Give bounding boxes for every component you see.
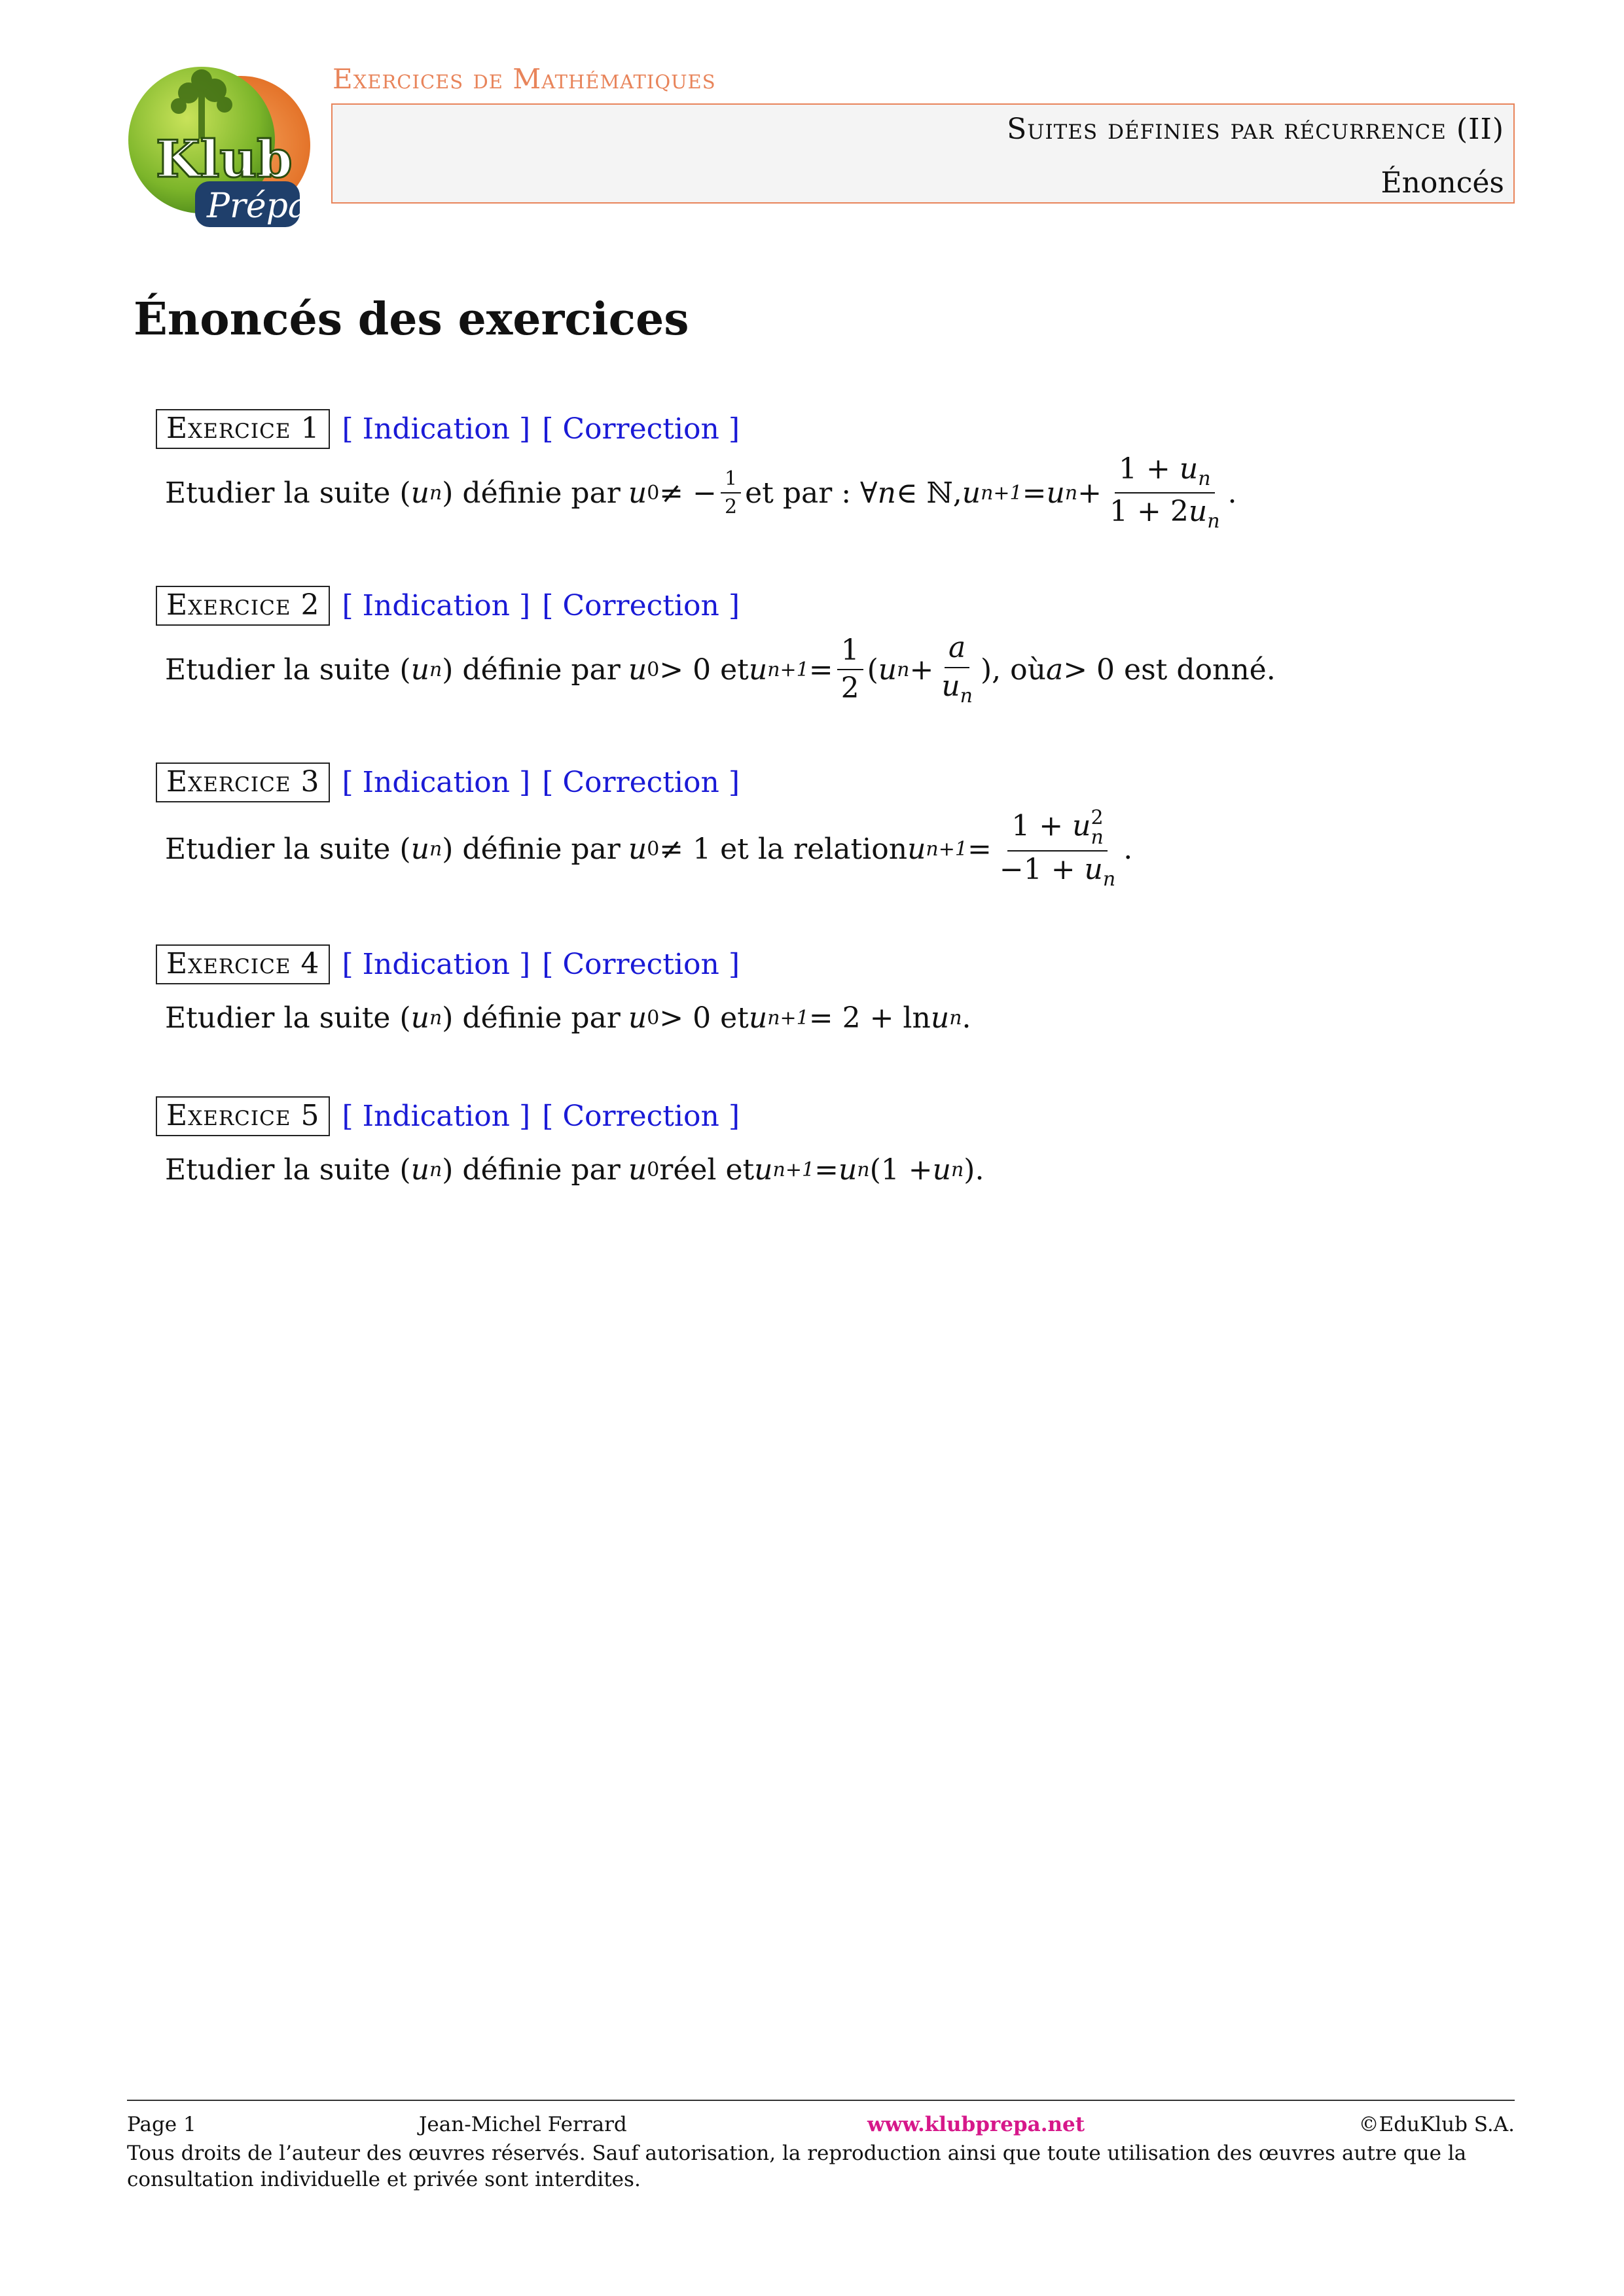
exercise-label: Exercice 4 <box>156 944 330 984</box>
footer-website-link[interactable]: www.klubprepa.net <box>867 2113 1085 2136</box>
header-series-title: Exercices de Mathématiques <box>333 63 716 95</box>
klub-prepa-logo <box>117 60 313 230</box>
correction-link[interactable]: [ Correction ] <box>542 765 740 799</box>
indication-link[interactable]: [ Indication ] <box>342 588 531 622</box>
footer-author: Jean-Michel Ferrard <box>419 2113 627 2136</box>
exercise-label: Exercice 5 <box>156 1096 330 1136</box>
exercise-3-statement: Etudier la suite ( u n ) définie par u 0 ≠ 1 et la relation u n+1 = 1 + u 2 n $-1 + u_n$ . <box>165 806 1133 891</box>
section-title: Énoncés des exercices <box>134 293 689 346</box>
correction-link[interactable]: [ Correction ] <box>542 588 740 622</box>
svg-text:Prépa: Prépa <box>207 187 308 226</box>
exercise-4-header <box>156 942 751 986</box>
svg-text:Klub: Klub <box>156 130 293 189</box>
footer-copyright: ©EduKlub S.A. <box>1358 2113 1515 2136</box>
indication-link[interactable]: [ Indication ] <box>342 1099 531 1133</box>
exercise-5-statement: Etudier la suite ( u n ) définie par u 0 réel et u n+1 = u n (1 + u n ). <box>165 1153 984 1187</box>
indication-link[interactable]: [ Indication ] <box>342 947 531 981</box>
correction-link[interactable]: [ Correction ] <box>542 412 740 446</box>
footer-page-number: Page 1 <box>127 2113 196 2136</box>
indication-link[interactable]: [ Indication ] <box>342 765 531 799</box>
exercise-label: Exercice 2 <box>156 586 330 626</box>
indication-link[interactable]: [ Indication ] <box>342 412 531 446</box>
exercise-label: Exercice 3 <box>156 762 330 802</box>
correction-link[interactable]: [ Correction ] <box>542 1099 740 1133</box>
exercise-1-statement: Etudier la suite ( u n ) définie par u 0 ≠ − $\frac{1}{2}$ et par : ∀ n ∈ ℕ, u n+1 = u n + $\frac{1 + u_n}{1 + 2u_n}$ . <box>165 452 1237 533</box>
correction-link[interactable]: [ Correction ] <box>542 947 740 981</box>
footer-rule <box>127 2100 1515 2101</box>
exercise-1-header <box>156 407 751 450</box>
exercise-label: Exercice 1 <box>156 409 330 449</box>
exercise-4-statement: Etudier la suite ( u n ) définie par u 0 > 0 et u n+1 = 2 + ln u n . <box>165 1001 971 1035</box>
exercise-3-header <box>156 761 751 804</box>
header-box <box>331 103 1515 204</box>
exercise-2-header <box>156 584 751 627</box>
footer-rights-notice: Tous droits de l’auteur des œuvres réservés. Sauf autorisation, la reproduction ainsi que toute utilisation des œuvres autre que la consultation individuelle et privée sont interdites. <box>127 2142 1467 2191</box>
exercise-2-statement: Etudier la suite ( u n ) définie par u 0 > 0 et u n+1 = $\frac{1}{2}$ ( u n + $\frac{a}{u_n}$ ), où a > 0 est donné. <box>165 631 1276 708</box>
header-doc-type: Énoncés <box>1380 166 1504 200</box>
exercise-5-header <box>156 1094 751 1138</box>
header-topic: Suites définies par récurrence (II) <box>1007 113 1504 146</box>
